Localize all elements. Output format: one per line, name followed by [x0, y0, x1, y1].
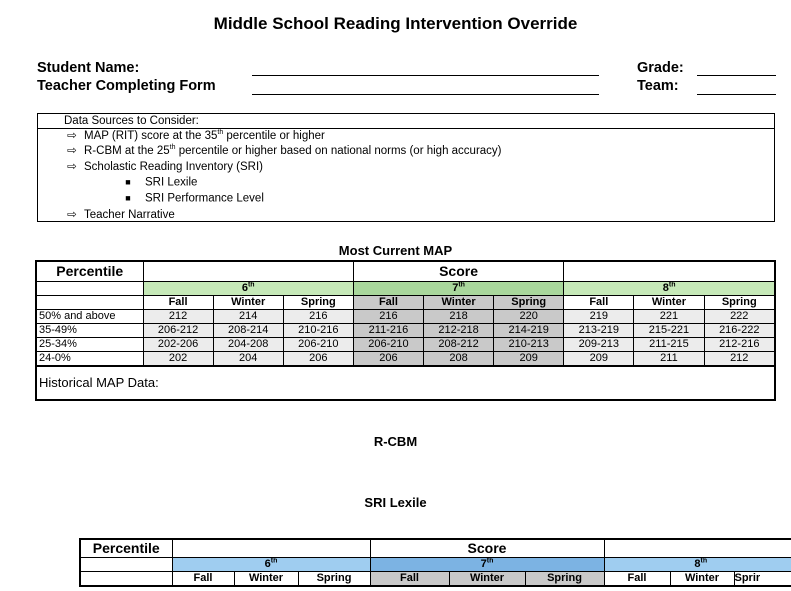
season-header: Winter	[634, 295, 704, 309]
historical-map-data-field[interactable]: Historical MAP Data:	[36, 366, 775, 400]
season-header: Winter	[670, 571, 734, 586]
season-header: Sprir	[734, 571, 791, 586]
season-header: Fall	[604, 571, 670, 586]
table-cell: 204-208	[213, 337, 283, 351]
source-item: ⇨ Teacher Narrative	[38, 208, 774, 223]
table-cell: 219	[564, 309, 634, 323]
table-cell: 212	[143, 309, 213, 323]
score-header: Score	[370, 539, 604, 557]
teacher-label: Teacher Completing Form	[37, 78, 216, 94]
table-cell: 213-219	[564, 323, 634, 337]
table-cell: 214	[213, 309, 283, 323]
grade-7-header: 7th	[370, 557, 604, 571]
row-label: 24-0%	[36, 351, 143, 366]
table-cell: 220	[494, 309, 564, 323]
table-cell: 209	[494, 351, 564, 366]
table-cell: 216	[353, 309, 423, 323]
table-cell: 222	[704, 309, 775, 323]
table-cell: 206-210	[283, 337, 353, 351]
arrow-icon: ⇨	[67, 130, 77, 142]
student-name-field[interactable]	[252, 75, 599, 76]
sri-lexile-section-title: SRI Lexile	[364, 495, 427, 510]
season-header: Winter	[213, 295, 283, 309]
arrow-icon: ⇨	[67, 160, 77, 173]
table-cell: 211-215	[634, 337, 704, 351]
table-cell: 211-216	[353, 323, 423, 337]
map-section-title: Most Current MAP	[338, 243, 453, 258]
team-field[interactable]	[697, 94, 776, 95]
table-row	[36, 337, 775, 351]
season-header: Fall	[172, 571, 234, 586]
table-row	[36, 309, 775, 323]
table-cell: 206	[283, 351, 353, 366]
table-cell: 214-219	[494, 323, 564, 337]
table-cell: 215-221	[634, 323, 704, 337]
table-cell: 211	[634, 351, 704, 366]
grade-label: Grade:	[637, 60, 684, 76]
table-cell: 210-216	[283, 323, 353, 337]
row-label: 25-34%	[36, 337, 143, 351]
season-header: Fall	[353, 295, 423, 309]
grade-6-header: 6th	[143, 281, 353, 295]
sri-table	[79, 538, 791, 587]
season-header: Winter	[234, 571, 298, 586]
table-cell: 208-212	[424, 337, 494, 351]
team-label: Team:	[637, 78, 679, 94]
table-cell: 218	[424, 309, 494, 323]
score-header: Score	[353, 261, 563, 281]
percentile-header: Percentile	[36, 261, 143, 281]
season-header: Fall	[143, 295, 213, 309]
source-subitem: ■ SRI Performance Level	[38, 191, 774, 207]
season-header: Spring	[525, 571, 604, 586]
table-cell: 210-213	[494, 337, 564, 351]
season-header: Winter	[449, 571, 525, 586]
arrow-icon: ⇨	[67, 208, 77, 221]
season-header: Spring	[298, 571, 370, 586]
grade-8-header: 8th	[604, 557, 791, 571]
grade-field[interactable]	[697, 75, 776, 76]
rcbm-section-title: R-CBM	[373, 434, 418, 449]
table-cell: 221	[634, 309, 704, 323]
table-cell: 206-212	[143, 323, 213, 337]
data-sources-box	[37, 113, 775, 222]
season-header: Spring	[283, 295, 353, 309]
source-item: ⇨ Scholastic Reading Inventory (SRI)	[38, 160, 774, 175]
row-label: 35-49%	[36, 323, 143, 337]
table-cell: 212	[704, 351, 775, 366]
season-header: Winter	[424, 295, 494, 309]
page-title: Middle School Reading Intervention Override	[213, 14, 578, 33]
grade-6-header: 6th	[172, 557, 370, 571]
season-header: Spring	[704, 295, 775, 309]
table-cell: 208	[424, 351, 494, 366]
teacher-field[interactable]	[252, 94, 599, 95]
square-bullet-icon: ■	[125, 177, 131, 188]
table-cell: 209-213	[564, 337, 634, 351]
source-item: ⇨ MAP (RIT) score at the 35th percentile or higher	[38, 129, 774, 144]
season-header: Fall	[370, 571, 449, 586]
percentile-header: Percentile	[80, 539, 172, 557]
table-cell: 212-216	[704, 337, 775, 351]
table-cell: 209	[564, 351, 634, 366]
table-cell: 212-218	[424, 323, 494, 337]
table-cell: 204	[213, 351, 283, 366]
source-item: ⇨ R-CBM at the 25th percentile or higher based on national norms (or high accuracy)	[38, 144, 774, 159]
map-table	[35, 260, 776, 401]
grade-7-header: 7th	[353, 281, 563, 295]
table-cell: 216	[283, 309, 353, 323]
table-cell: 202	[143, 351, 213, 366]
student-name-label: Student Name:	[37, 60, 140, 76]
season-header: Spring	[494, 295, 564, 309]
table-cell: 208-214	[213, 323, 283, 337]
source-subitem: ■ SRI Lexile	[38, 175, 774, 191]
table-cell: 206	[353, 351, 423, 366]
row-label: 50% and above	[36, 309, 143, 323]
table-cell: 206-210	[353, 337, 423, 351]
table-cell: 202-206	[143, 337, 213, 351]
square-bullet-icon: ■	[125, 193, 131, 204]
table-row	[36, 351, 775, 366]
table-cell: 216-222	[704, 323, 775, 337]
grade-8-header: 8th	[564, 281, 775, 295]
data-sources-header: Data Sources to Consider:	[38, 114, 774, 129]
arrow-icon: ⇨	[67, 145, 77, 158]
table-row	[36, 323, 775, 337]
season-header: Fall	[564, 295, 634, 309]
